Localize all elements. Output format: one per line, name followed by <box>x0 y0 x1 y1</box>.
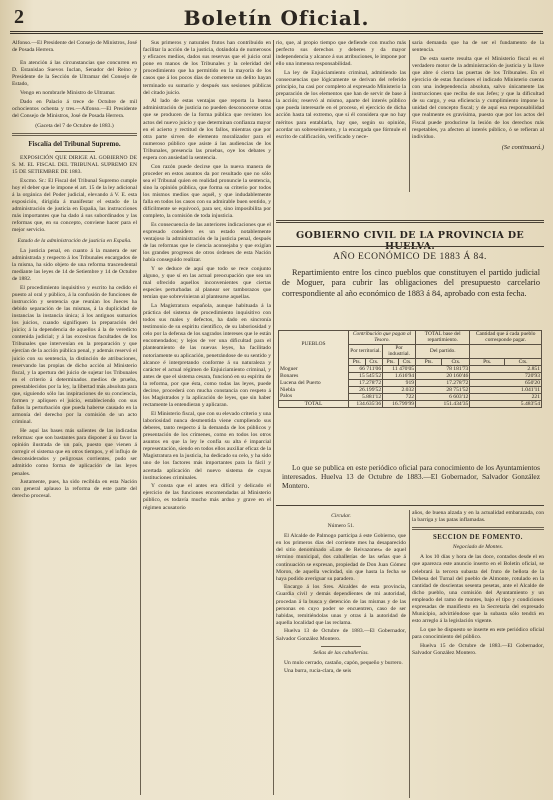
column-4-top <box>412 40 544 192</box>
industrial-value: 2.032 <box>383 386 416 393</box>
short-rule <box>321 646 361 647</box>
pueblos-header: PUEBLOS <box>279 331 349 359</box>
industrial-value: 1.616'94 <box>383 372 416 379</box>
table-row <box>279 379 542 386</box>
paragraph: Huelva 13 de Octubre de 1883.—El Gobernador, Salvador González Montero. <box>276 628 406 642</box>
total-territorial: 134.635'36 <box>349 400 383 407</box>
paragraph: El Alcalde de Palmogo participa á este Gobierno, que en los primeros días del corriente mes ha desaparecido del sitio denominado «Lote de Reivazones» de aquel término municipal, dos caballerías de las señas que á continuación se expresan, propiedad de Don Juan Gómez Moron, de aquella vecindad, sin que hasta la fecha se haya podido averiguar su paradero. <box>276 533 406 582</box>
exposicion-heading: EXPOSICIÓN QUE DIRIGE AL GOBIERNO DE S. M. EL FISCAL DEL TRIBUNAL SUPREMO EN 15 DE SETIEMBRE DE 1883. <box>12 155 137 176</box>
table-row <box>279 386 542 393</box>
column-4-bottom <box>412 510 544 798</box>
double-rule <box>276 220 544 223</box>
section-heading: SECCION DE FOMENTO. <box>432 534 523 542</box>
cantidad-header: Cantidad que á cada pueblo corresponde pagar. <box>470 331 542 345</box>
distribution-table <box>278 330 542 408</box>
column-rule <box>273 40 274 795</box>
pueblo-name: Niebla <box>279 386 349 393</box>
paragraph: Y se deduce de aquí que todo se rece conjunto alguno, y que sí en las actual preocupación que sea un mal ofrecido aquellos inconvenientes que ciertas especies perturbadas al planear ser tamborazos que temían que sobrevinieran al plantearse aquellas. <box>143 265 271 301</box>
total-header: TOTAL base del repartimiento. <box>416 331 470 345</box>
paragraph: Dado en Palacio á trece de Octubre de mil ochocientos ochenta y tres.—Alfonso.—El Presidente del Consejo de Ministros, José de Posada Herrera. <box>12 98 137 119</box>
paragraph: Huelva 15 de Octubre de 1883.—El Gobernador, Salvador González Montero. <box>412 642 544 656</box>
pueblo-name: Moguer <box>279 365 349 372</box>
unit-label: Cts. <box>365 358 383 365</box>
cantidad-value: 2.851 <box>470 365 542 372</box>
fiscal-year: AÑO ECONÓMICO DE 1883 Á 84. <box>333 252 487 262</box>
industrial-value: 722 <box>383 393 416 400</box>
paragraph: La justicia penal, en cuanto á la manera de ser administrada y respecto á los Tribunales encargados de la misma, ha sido objeto de una reforma trascendental mediante las leyes de 14 de Setiembre y 14 de Octubre de 1882. <box>12 247 137 283</box>
column-rule <box>409 510 410 798</box>
paragraph: Al lado de estas ventajas que reporta la buena administración de justicia no pueden desconocerse otras que se producen de la forma pública que revisten los actos del nuevo juicio y que determinan confianza mayor en el acierto y rectitud de los fallos, mientras que por otra parte sirven de elemento moralizador para el numeroso público que asiste á las audiencias de los Tribunales, presencia las pruebas, oye los debates y espera con ansiedad la sentencia. <box>143 98 271 161</box>
section-rule <box>276 505 544 506</box>
paragraph: Encargo á los Sres. Alcaldes de esta provincia, Guardia civil y demás dependientes de mi autoridad, procedan á la busca y detención de las mismas y de las personas en cuyo poder se encuentren, caso de ser habidas, remitiéndolas unas y otras á la autoridad de aquella localidad que las reclama. <box>276 584 406 626</box>
column-rule <box>140 40 141 795</box>
paragraph: De esta suerte resulta que el Ministerio fiscal es el verdadero motor de la administración de justicia y la llave que abre ó cierra las puertas de los Tribunales. En el ejercicio de estas funciones el indicado Ministerio cuenta con una independencia absoluta, salvo únicamente las instrucciones que reciba de sus Jefes; y que la dificultad de su cargo, y esa eficiencia y cumplimiento impone la unidad del concepto fiscal; y de aquí esa responsabilidad que realmente es gravísima, puesto que por los actos del Fiscal puede producirse la lesión de los derechos más respetables, ya afecten al interés público, ó se refieran al individuo. <box>412 55 544 140</box>
total-industrial: 16.799'99 <box>383 400 416 407</box>
section-title: Fiscalía del Tribunal Supremo. <box>28 140 121 149</box>
contribution-header: Contribución que pagan al Tesoro. <box>349 331 416 345</box>
paragraph: Alfonso.—El Presidente del Consejo de Ministros, José de Posada Herrera. <box>12 40 137 54</box>
industrial-value: 11 470'05 <box>383 365 416 372</box>
subsection-heading: Estado de la administración de justicia en España. <box>17 237 132 244</box>
cantidad-value: 720'93 <box>470 372 542 379</box>
unit-label: Pts. <box>470 358 505 365</box>
pueblo-name: Bonares <box>279 372 349 379</box>
territorial-value: 5.881'12 <box>349 393 383 400</box>
total-value: 78 181'73 <box>416 365 470 372</box>
continuation-note: (Se continuará.) <box>501 143 544 151</box>
short-rule <box>55 151 95 152</box>
unit-label: Cts. <box>505 358 542 365</box>
table-row <box>279 393 542 400</box>
paragraph: En atención á las circunstancias que concurren en D. Estanislao Suevos Iuclan, Senador del Reino y Presidente de la Sección de Ultramar del Consejo de Estado, <box>12 60 137 88</box>
section-rule <box>276 246 544 247</box>
paragraph: Un mulo cerrado, castaño, capón, pequeño y burrero. <box>284 659 403 666</box>
paragraph: El procedimiento inquisitivo y escrito ha cedido el puesto al oral y público, á la confusión de funciones de instrucción y sentencia que reunían los Jueces ha debido separación de las mismas, á la duplicidad de instancias la instancia única; á los antiguos sumarios los juicios, cuando signifiquen la preparación del juicio; á la dependencia de aquellos á la de veredicto contenida judicial; y á las excesivas facultades de los Tribunales que intervenían en la preparación y que ejercían de la acción pública penal, y además reservó el juicio con su sentencia, la distinción de atribuciones, reservando las propias de dicho acción al Ministerio fiscal, y la apertura del juicio de sujetar los Tribunales en el criterio á determinados medios de prueba, preestablecidos por la ley, la libertad más absoluta para que, siguiendo sólo las inspiraciones de su conciencia, formen y apliquen el juicio, estableciendo con sus fallos la perturbación que pueda haberse causado en la armonía del derecho por la comisión de un acto criminal. <box>12 284 137 426</box>
unit-label: Cts. <box>442 358 470 365</box>
column-2 <box>143 40 271 798</box>
territorial-value: 17.278'72 <box>349 379 383 386</box>
paragraph: años, de buena alzada y en la actualidad embarazada, con la barriga y las patas inflamadas. <box>412 510 544 524</box>
paragraph: Vengo en nombrarle Ministro de Ultramar. <box>20 90 116 97</box>
paragraph: He aquí las bases más salientes de las indicadas reformas: que son bastantes para disponer á su favor la opinión ilustrada de un país, puesto que vienen á corregir el sistema que en otros tiempos, y el influjo de desconsiderados y peligrosas corrientes, pudo ser admitido como forma de aplicación de las leyes penales. <box>12 428 137 477</box>
column-3-bottom <box>276 510 406 798</box>
table-row <box>279 372 542 379</box>
paragraph: Una burra, rucia-clara, de seis <box>284 668 352 675</box>
paragraph: saria demanda que ha de ser el fundamento de la sentencia. <box>412 40 544 54</box>
territorial-value: 26.199'52 <box>349 386 383 393</box>
pueblo-name: Palos <box>279 393 349 400</box>
gaceta-citation: (Gaceta del 7 de Octubre de 1883.) <box>35 122 114 129</box>
total-cantidad: 5.483'54 <box>470 400 542 407</box>
unit-label: Pts. <box>383 358 399 365</box>
masthead: Boletín Oficial. <box>183 6 370 30</box>
total-value: 20 160'46 <box>416 372 470 379</box>
government-title: GOBIERNO CIVIL DE LA PROVINCIA DE HUELVA. <box>295 230 525 252</box>
pueblo-name: Lucena del Puerto <box>279 379 349 386</box>
unit-label: Pts. <box>416 358 442 365</box>
cantidad-subheader <box>470 344 542 358</box>
table-total-row <box>279 400 542 407</box>
paragraph: Excmo. Sr.: El Fiscal del Tribunal Supremo cumple hoy el deber que le impone el art. 15 de la ley adicional á la orgánica del Poder judicial, elevando á V. E. esta exposición, dirigida á manifestar el estado de la administración de justicia en España, las instrucciones más importantes que ha dado á sus subordinados y las reformas que, en su concepto, conviene hacer para el mejor servicio. <box>12 177 137 234</box>
circular-number: Número 51. <box>327 523 355 530</box>
territorial-value: 15 545'52 <box>349 372 383 379</box>
table-row <box>279 365 542 372</box>
unit-label: Pts. <box>349 358 366 365</box>
paragraph: La ley de Enjuiciamiento criminal, admitiendo las consecuencias que lógicamente se derivan del referido principio, ha casi por completo al expresado Ministerio la preparación de los elementos que han de servir de base á la acción; reservó al mismo, aparte del interés público que pueda interesarle en el proceso, el ejercicio de dicha acción hasta tal extremo, que si él considera que no hay méritos para entablarla, hay que, según su opinión, acordar un sobreseimiento, y la encargada que fórmule el escrito de calificación, verificado y nece- <box>276 69 406 140</box>
paragraph: rio, que, al propio tiempo que defiende con mucho más perfecto sus derechos y deberes y da mayor independencia y alcance á sus atribuciones, le impone por ello una inmensa responsabilidad. <box>276 40 406 68</box>
cantidad-value: 1.041'11 <box>470 386 542 393</box>
publication-note: Lo que se publica en este periódico oficial para conocimiento de los Ayuntamientos interesados. Huelva 13 de Octubre de 1883.—El Gobernador, Salvador González Montero. <box>282 463 540 491</box>
partido-header: Del partido. <box>416 344 470 358</box>
paragraph: Es consecuencia de las anteriores indicaciones que el expresado considero es un estado notablemente ventajoso la administración de la justicia penal, después de las reformas que le ciencia aconsejaba y que exigían los grandes progresos de otros órdenes de esta Nación había conseguido realizar. <box>143 221 271 264</box>
paragraph: La Magistratura española, aunque habituada á la práctica del sistema de procedimiento inquisitivo con todos sus males y defectos, ha dado en sincronía testimonio de su espíritu científico, de su laboriosidad y celo por la defensa de los sagrados intereses que le están encomendados; y lejos de ver una dificultad para el planteamiento de las nuevas leyes, ha facilitado notoriamente su aplicación, penetrándose de su sentido y alcance é interpretando conforme á su naturaleza y carácter el actual régimen de Enjuiciamiento criminal, y antes de que el sistema cesara, funcionó en su espíritu de la reforma, por que ésta, como todas las leyes, puede decirse, procederá con mucha constancia con respeto á los Magistrados y la aplicación de leyes, que sin haber rectamente la entendieran y aplicaran. <box>143 302 271 409</box>
circular-heading: Circular. <box>331 513 351 519</box>
page-header <box>10 4 543 34</box>
repartimiento-text: Repartimiento entre los cinco pueblos que constituyen el partido judicial de Moguer, para cubrir las obligaciones del presupuesto carcelario correspondiente al año económico de 1883 á 84, aprobado con esta fecha. <box>282 268 540 298</box>
industrial-value: 919 <box>383 379 416 386</box>
paragraph: El Ministerio fiscal, que con su elevado criterio y una laboriosidad nunca desmentida viene cumpliendo sus deberes, tanto respecto á la demanda de los públicos y presentación de los crímenes, como en todos los otros asuntos en que la ley le confía su alta é imparcial representación, siendo en todos ellos auxiliar eficaz de la Magistratura en la justicia, ha dedicado su celo, y ha sido uno de los factores más importantes para la fácil y acertada aplicación del nuevo sistema de cuyas instituciones criminales. <box>143 410 271 481</box>
total-partido: 151.434'35 <box>416 400 470 407</box>
territorial-value: 66 711'06 <box>349 365 383 372</box>
territorial-header: Por territorial. <box>349 344 383 358</box>
paragraph: Con razón puede decirse que la nueva manera de proceder en estos asuntos da por resultado que no sólo sea el Tribunal quien en realidad pronuncie la sentencia, sino la opinión pública, que forma su criterio por todos los mismos medios que aquél, y que indudablemente falla en todos los casos con su admirable buen sentido, y difícilmente se equivocó, para ser, sino imposibilita por completo, la comisión de toda injusticia. <box>143 163 271 220</box>
negociado-heading: Negociado de Montes. <box>452 544 504 551</box>
page-number: 2 <box>14 6 24 28</box>
paragraph: Y consta que el antes era difícil y delicado el ejercicio de las funciones encomendadas al Ministerio público, es todavía mucho más arduo y grave en el régimen acusatorio <box>143 483 271 511</box>
double-rule <box>412 527 544 530</box>
cantidad-value: 650'20 <box>470 379 542 386</box>
unit-label: Cts. <box>399 358 416 365</box>
paragraph: A los 10 días y hora de las doce, contados desde el en que aparezca este anuncio inserto en el Boletín oficial, se celebrará la tercera subasta del fruto de bellota de la Dehesa del Turnal del pueblo de Almonte, rotulado en la cantidad de doscientas sesenta pesetas, ante el Alcalde de dicho pueblo, una comisión del Ayuntamiento y un empleado del ramo de montes, bajo el tipo y condiciones expresadas de manifiesto en la Secretaría del expresado Municipio, advirtiéndose que la subasta sólo tendrá en esto arreglo á la legislación vigente. <box>412 554 544 625</box>
total-label: TOTAL <box>279 400 349 407</box>
paragraph: Sus primeros y naturales frutos han contribuido en facilitar la acción de la justicia, dotándola de numerosos y eficaces medios, dados sus reservas que el juicio oral pone en manos de los Tribunales y la celeridad del procedimiento que ha permitido en la mayoría de los casos que á los pocos días de cometerse un delito hayan terminado su sumario y después sus sesiones públicas del citado juicio. <box>143 40 271 96</box>
column-3-top <box>276 40 406 192</box>
double-rule <box>12 133 137 136</box>
total-value: 28 751'52 <box>416 386 470 393</box>
cantidad-value: 221 <box>470 393 542 400</box>
senas-heading: Señas de las caballerías. <box>313 649 369 656</box>
total-value: 6 603'12 <box>416 393 470 400</box>
paragraph: Justamente, pues, ha sido recibida en esta Nación con general aplauso la reforma de este parte del derecho procesal. <box>12 479 137 500</box>
paragraph: Lo que he dispuesto se inserte en este periódico oficial para conocimiento del público. <box>412 626 544 640</box>
industrial-header: Por industrial. <box>383 344 416 358</box>
total-value: 17.278'72 <box>416 379 470 386</box>
column-rule <box>409 40 410 192</box>
column-1 <box>12 40 137 798</box>
